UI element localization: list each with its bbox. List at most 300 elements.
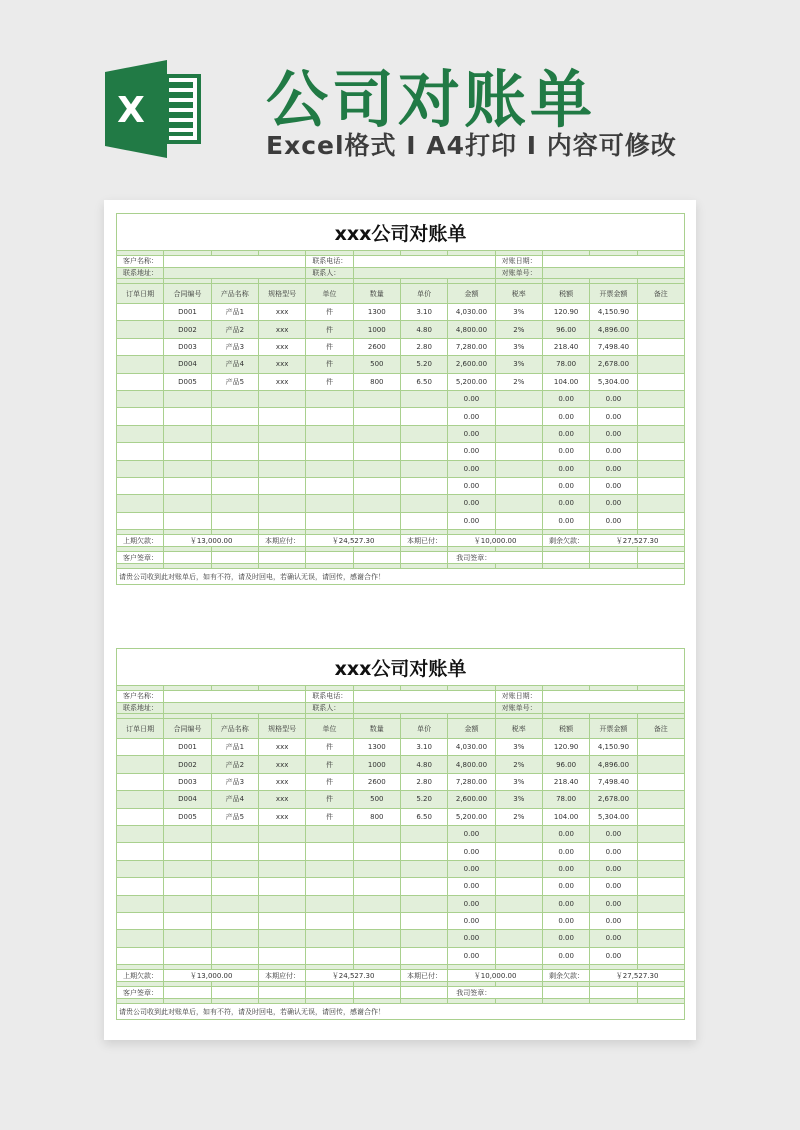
table-cell[interactable] — [117, 808, 164, 825]
table-cell[interactable] — [211, 947, 258, 964]
table-cell[interactable] — [306, 477, 353, 494]
table-cell[interactable]: 104.00 — [542, 808, 589, 825]
table-cell[interactable]: 0.00 — [448, 895, 495, 912]
table-cell[interactable] — [258, 912, 305, 929]
table-cell[interactable] — [637, 408, 684, 425]
table-cell[interactable]: 2.80 — [400, 773, 447, 790]
table-cell[interactable] — [211, 878, 258, 895]
table-cell[interactable]: xxx — [258, 356, 305, 373]
table-cell[interactable]: 0.00 — [542, 843, 589, 860]
table-cell[interactable] — [637, 425, 684, 442]
table-cell[interactable]: 0.00 — [542, 495, 589, 512]
table-cell[interactable]: 1300 — [353, 304, 400, 321]
table-cell[interactable]: 0.00 — [590, 878, 637, 895]
table-cell[interactable]: 1000 — [353, 321, 400, 338]
table-cell[interactable] — [258, 947, 305, 964]
table-cell[interactable] — [211, 930, 258, 947]
statement-no-field[interactable] — [542, 702, 684, 714]
table-cell[interactable] — [117, 512, 164, 529]
table-cell[interactable]: 5,200.00 — [448, 373, 495, 390]
table-cell[interactable]: 3% — [495, 791, 542, 808]
table-cell[interactable] — [637, 947, 684, 964]
table-cell[interactable]: 0.00 — [590, 912, 637, 929]
table-cell[interactable]: 0.00 — [448, 408, 495, 425]
table-cell[interactable]: 3.10 — [400, 304, 447, 321]
table-cell[interactable]: xxx — [258, 808, 305, 825]
signature-cell[interactable] — [637, 552, 684, 564]
table-cell[interactable] — [400, 495, 447, 512]
table-cell[interactable]: 120.90 — [542, 304, 589, 321]
signature-cell[interactable] — [590, 987, 637, 999]
table-cell[interactable]: 0.00 — [448, 425, 495, 442]
table-cell[interactable]: 0.00 — [542, 895, 589, 912]
table-cell[interactable] — [164, 843, 211, 860]
table-cell[interactable] — [400, 912, 447, 929]
table-cell[interactable]: 0.00 — [542, 930, 589, 947]
contact-person-field[interactable] — [353, 267, 495, 279]
signature-cell[interactable] — [164, 987, 211, 999]
table-cell[interactable] — [306, 912, 353, 929]
table-cell[interactable]: 2600 — [353, 338, 400, 355]
table-cell[interactable]: 800 — [353, 808, 400, 825]
table-cell[interactable] — [117, 477, 164, 494]
table-cell[interactable]: xxx — [258, 304, 305, 321]
table-cell[interactable]: 3% — [495, 356, 542, 373]
table-cell[interactable]: 产品3 — [211, 773, 258, 790]
table-cell[interactable]: 5,304.00 — [590, 808, 637, 825]
table-cell[interactable] — [117, 304, 164, 321]
table-cell[interactable]: 104.00 — [542, 373, 589, 390]
table-cell[interactable] — [164, 860, 211, 877]
table-cell[interactable]: 4,800.00 — [448, 321, 495, 338]
table-cell[interactable] — [117, 756, 164, 773]
table-cell[interactable] — [306, 390, 353, 407]
table-cell[interactable] — [637, 390, 684, 407]
table-cell[interactable] — [164, 947, 211, 964]
table-cell[interactable] — [117, 443, 164, 460]
table-cell[interactable]: 2600 — [353, 773, 400, 790]
table-cell[interactable]: xxx — [258, 739, 305, 756]
table-cell[interactable]: 0.00 — [448, 512, 495, 529]
table-cell[interactable]: 产品1 — [211, 739, 258, 756]
table-cell[interactable]: 0.00 — [448, 460, 495, 477]
table-cell[interactable] — [495, 895, 542, 912]
signature-cell[interactable] — [353, 987, 400, 999]
table-cell[interactable] — [306, 460, 353, 477]
signature-cell[interactable] — [306, 552, 353, 564]
table-cell[interactable] — [353, 495, 400, 512]
table-cell[interactable] — [637, 895, 684, 912]
table-cell[interactable] — [258, 390, 305, 407]
table-cell[interactable] — [353, 477, 400, 494]
table-cell[interactable] — [117, 356, 164, 373]
table-cell[interactable]: 0.00 — [448, 947, 495, 964]
table-cell[interactable] — [164, 408, 211, 425]
table-cell[interactable] — [258, 512, 305, 529]
table-cell[interactable] — [637, 912, 684, 929]
table-cell[interactable]: 78.00 — [542, 791, 589, 808]
table-cell[interactable]: 0.00 — [590, 860, 637, 877]
signature-cell[interactable] — [542, 552, 589, 564]
table-cell[interactable] — [117, 930, 164, 947]
table-cell[interactable]: 产品2 — [211, 321, 258, 338]
table-cell[interactable] — [637, 773, 684, 790]
table-cell[interactable] — [258, 425, 305, 442]
table-cell[interactable]: 218.40 — [542, 773, 589, 790]
table-cell[interactable]: 5,200.00 — [448, 808, 495, 825]
table-cell[interactable]: 4,800.00 — [448, 756, 495, 773]
table-cell[interactable]: 2,600.00 — [448, 791, 495, 808]
table-cell[interactable]: D001 — [164, 739, 211, 756]
table-cell[interactable]: 6.50 — [400, 373, 447, 390]
table-cell[interactable] — [117, 425, 164, 442]
table-cell[interactable]: D002 — [164, 321, 211, 338]
table-cell[interactable] — [353, 825, 400, 842]
table-cell[interactable]: 件 — [306, 739, 353, 756]
table-cell[interactable] — [637, 756, 684, 773]
table-cell[interactable]: 件 — [306, 808, 353, 825]
table-cell[interactable] — [211, 825, 258, 842]
table-cell[interactable]: 2% — [495, 756, 542, 773]
table-cell[interactable]: D004 — [164, 791, 211, 808]
table-cell[interactable]: 78.00 — [542, 356, 589, 373]
table-cell[interactable] — [400, 390, 447, 407]
table-cell[interactable] — [637, 860, 684, 877]
table-cell[interactable] — [258, 860, 305, 877]
table-cell[interactable]: 产品2 — [211, 756, 258, 773]
table-cell[interactable]: 产品4 — [211, 356, 258, 373]
table-cell[interactable] — [211, 895, 258, 912]
table-cell[interactable]: 4,150.90 — [590, 739, 637, 756]
table-cell[interactable] — [164, 425, 211, 442]
table-cell[interactable]: xxx — [258, 373, 305, 390]
table-cell[interactable] — [117, 338, 164, 355]
table-cell[interactable] — [306, 825, 353, 842]
table-cell[interactable] — [164, 443, 211, 460]
table-cell[interactable]: 0.00 — [448, 390, 495, 407]
table-cell[interactable] — [495, 947, 542, 964]
table-cell[interactable] — [117, 860, 164, 877]
signature-cell[interactable] — [306, 987, 353, 999]
table-cell[interactable] — [637, 338, 684, 355]
table-cell[interactable] — [164, 460, 211, 477]
table-cell[interactable]: 0.00 — [542, 512, 589, 529]
table-cell[interactable]: 2.80 — [400, 338, 447, 355]
contact-address-field[interactable] — [164, 267, 306, 279]
table-cell[interactable] — [637, 477, 684, 494]
table-cell[interactable]: 500 — [353, 791, 400, 808]
table-cell[interactable] — [258, 825, 305, 842]
table-cell[interactable] — [400, 860, 447, 877]
table-cell[interactable] — [637, 373, 684, 390]
table-cell[interactable] — [211, 477, 258, 494]
table-cell[interactable] — [306, 843, 353, 860]
signature-cell[interactable] — [542, 987, 589, 999]
table-cell[interactable]: 0.00 — [448, 495, 495, 512]
table-cell[interactable]: 产品4 — [211, 791, 258, 808]
table-cell[interactable] — [400, 477, 447, 494]
table-cell[interactable] — [495, 477, 542, 494]
table-cell[interactable]: 4,030.00 — [448, 304, 495, 321]
table-cell[interactable] — [637, 512, 684, 529]
table-cell[interactable] — [353, 512, 400, 529]
table-cell[interactable] — [637, 443, 684, 460]
table-cell[interactable] — [164, 495, 211, 512]
table-cell[interactable]: 3% — [495, 338, 542, 355]
table-cell[interactable] — [637, 843, 684, 860]
table-cell[interactable]: 2,678.00 — [590, 791, 637, 808]
table-cell[interactable] — [495, 843, 542, 860]
table-cell[interactable] — [211, 843, 258, 860]
table-cell[interactable]: 4,030.00 — [448, 739, 495, 756]
signature-cell[interactable] — [400, 987, 447, 999]
table-cell[interactable] — [258, 408, 305, 425]
table-cell[interactable]: D001 — [164, 304, 211, 321]
table-cell[interactable]: 2% — [495, 321, 542, 338]
table-cell[interactable] — [117, 791, 164, 808]
statement-date-field[interactable] — [542, 256, 684, 268]
table-cell[interactable] — [495, 930, 542, 947]
table-cell[interactable]: xxx — [258, 791, 305, 808]
table-cell[interactable] — [400, 895, 447, 912]
table-cell[interactable] — [117, 390, 164, 407]
table-cell[interactable]: 件 — [306, 321, 353, 338]
table-cell[interactable]: 0.00 — [590, 460, 637, 477]
table-cell[interactable]: 件 — [306, 373, 353, 390]
table-cell[interactable]: 件 — [306, 356, 353, 373]
table-cell[interactable] — [258, 895, 305, 912]
table-cell[interactable]: 0.00 — [542, 460, 589, 477]
table-cell[interactable]: 件 — [306, 304, 353, 321]
table-cell[interactable]: 0.00 — [448, 477, 495, 494]
table-cell[interactable] — [117, 773, 164, 790]
table-cell[interactable]: D003 — [164, 338, 211, 355]
table-cell[interactable] — [211, 912, 258, 929]
table-cell[interactable]: 件 — [306, 773, 353, 790]
table-cell[interactable]: 0.00 — [590, 512, 637, 529]
signature-cell[interactable] — [590, 552, 637, 564]
table-cell[interactable]: 产品3 — [211, 338, 258, 355]
table-cell[interactable] — [306, 930, 353, 947]
table-cell[interactable]: 7,280.00 — [448, 773, 495, 790]
table-cell[interactable] — [637, 304, 684, 321]
table-cell[interactable]: D005 — [164, 373, 211, 390]
table-cell[interactable] — [164, 390, 211, 407]
table-cell[interactable]: 3% — [495, 304, 542, 321]
table-cell[interactable] — [258, 443, 305, 460]
table-cell[interactable]: 件 — [306, 791, 353, 808]
table-cell[interactable]: 0.00 — [590, 477, 637, 494]
table-cell[interactable] — [164, 912, 211, 929]
table-cell[interactable] — [164, 825, 211, 842]
table-cell[interactable] — [258, 477, 305, 494]
table-cell[interactable]: xxx — [258, 321, 305, 338]
table-cell[interactable]: 0.00 — [590, 495, 637, 512]
table-cell[interactable] — [164, 512, 211, 529]
table-cell[interactable]: 4.80 — [400, 756, 447, 773]
table-cell[interactable]: 0.00 — [542, 477, 589, 494]
table-cell[interactable] — [258, 495, 305, 512]
table-cell[interactable] — [400, 512, 447, 529]
table-cell[interactable]: 0.00 — [590, 443, 637, 460]
table-cell[interactable]: 0.00 — [590, 825, 637, 842]
table-cell[interactable] — [117, 912, 164, 929]
table-cell[interactable] — [495, 878, 542, 895]
table-cell[interactable] — [353, 947, 400, 964]
table-cell[interactable] — [400, 930, 447, 947]
table-cell[interactable] — [306, 512, 353, 529]
table-cell[interactable]: 1300 — [353, 739, 400, 756]
table-cell[interactable]: 2% — [495, 808, 542, 825]
table-cell[interactable]: 218.40 — [542, 338, 589, 355]
table-cell[interactable]: 7,280.00 — [448, 338, 495, 355]
table-cell[interactable] — [164, 477, 211, 494]
table-cell[interactable] — [258, 843, 305, 860]
table-cell[interactable] — [495, 495, 542, 512]
table-cell[interactable] — [637, 356, 684, 373]
table-cell[interactable]: 件 — [306, 338, 353, 355]
table-cell[interactable] — [211, 390, 258, 407]
table-cell[interactable] — [495, 408, 542, 425]
table-cell[interactable] — [353, 860, 400, 877]
table-cell[interactable] — [400, 878, 447, 895]
table-cell[interactable] — [353, 895, 400, 912]
table-cell[interactable]: 0.00 — [448, 912, 495, 929]
table-cell[interactable]: 0.00 — [542, 860, 589, 877]
table-cell[interactable]: 0.00 — [448, 843, 495, 860]
signature-cell[interactable] — [400, 552, 447, 564]
table-cell[interactable] — [400, 425, 447, 442]
table-cell[interactable]: 0.00 — [590, 930, 637, 947]
table-cell[interactable] — [117, 825, 164, 842]
table-cell[interactable] — [117, 739, 164, 756]
table-cell[interactable] — [306, 947, 353, 964]
table-cell[interactable]: 0.00 — [590, 425, 637, 442]
table-cell[interactable]: 0.00 — [542, 878, 589, 895]
table-cell[interactable] — [400, 843, 447, 860]
table-cell[interactable]: 6.50 — [400, 808, 447, 825]
signature-cell[interactable] — [258, 552, 305, 564]
table-cell[interactable] — [637, 791, 684, 808]
table-cell[interactable]: 0.00 — [542, 390, 589, 407]
table-cell[interactable] — [637, 825, 684, 842]
table-cell[interactable]: 7,498.40 — [590, 338, 637, 355]
table-cell[interactable]: 2,678.00 — [590, 356, 637, 373]
table-cell[interactable] — [353, 843, 400, 860]
signature-cell[interactable] — [353, 552, 400, 564]
table-cell[interactable]: D002 — [164, 756, 211, 773]
table-cell[interactable] — [117, 321, 164, 338]
table-cell[interactable]: D003 — [164, 773, 211, 790]
table-cell[interactable]: 3% — [495, 773, 542, 790]
table-cell[interactable] — [353, 460, 400, 477]
contact-phone-field[interactable] — [353, 691, 495, 703]
statement-no-field[interactable] — [542, 267, 684, 279]
table-cell[interactable] — [495, 460, 542, 477]
table-cell[interactable]: 0.00 — [590, 895, 637, 912]
table-cell[interactable] — [495, 860, 542, 877]
table-cell[interactable] — [637, 878, 684, 895]
table-cell[interactable] — [637, 495, 684, 512]
table-cell[interactable]: 0.00 — [542, 947, 589, 964]
table-cell[interactable] — [353, 912, 400, 929]
table-cell[interactable] — [117, 843, 164, 860]
table-cell[interactable] — [637, 321, 684, 338]
table-cell[interactable]: 96.00 — [542, 321, 589, 338]
contact-person-field[interactable] — [353, 702, 495, 714]
table-cell[interactable] — [400, 825, 447, 842]
table-cell[interactable] — [637, 808, 684, 825]
signature-cell[interactable] — [164, 552, 211, 564]
table-cell[interactable]: 0.00 — [590, 408, 637, 425]
table-cell[interactable] — [353, 878, 400, 895]
table-cell[interactable] — [306, 408, 353, 425]
table-cell[interactable] — [117, 373, 164, 390]
table-cell[interactable] — [353, 408, 400, 425]
table-cell[interactable] — [400, 408, 447, 425]
table-cell[interactable]: D004 — [164, 356, 211, 373]
table-cell[interactable] — [211, 512, 258, 529]
table-cell[interactable] — [353, 443, 400, 460]
contact-address-field[interactable] — [164, 702, 306, 714]
table-cell[interactable]: 500 — [353, 356, 400, 373]
table-cell[interactable] — [258, 930, 305, 947]
customer-name-field[interactable] — [164, 256, 306, 268]
table-cell[interactable] — [164, 878, 211, 895]
table-cell[interactable] — [495, 390, 542, 407]
table-cell[interactable] — [117, 947, 164, 964]
table-cell[interactable] — [258, 878, 305, 895]
table-cell[interactable]: 0.00 — [542, 443, 589, 460]
table-cell[interactable]: 0.00 — [590, 390, 637, 407]
table-cell[interactable]: 0.00 — [448, 860, 495, 877]
signature-cell[interactable] — [258, 987, 305, 999]
statement-date-field[interactable] — [542, 691, 684, 703]
table-cell[interactable] — [400, 947, 447, 964]
table-cell[interactable]: 0.00 — [590, 843, 637, 860]
table-cell[interactable]: 4,150.90 — [590, 304, 637, 321]
table-cell[interactable]: D005 — [164, 808, 211, 825]
table-cell[interactable] — [258, 460, 305, 477]
table-cell[interactable] — [306, 495, 353, 512]
table-cell[interactable] — [637, 460, 684, 477]
table-cell[interactable]: 0.00 — [542, 825, 589, 842]
signature-cell[interactable] — [637, 987, 684, 999]
table-cell[interactable] — [117, 408, 164, 425]
table-cell[interactable]: 4,896.00 — [590, 756, 637, 773]
table-cell[interactable] — [353, 425, 400, 442]
table-cell[interactable]: 800 — [353, 373, 400, 390]
table-cell[interactable] — [211, 443, 258, 460]
table-cell[interactable] — [306, 425, 353, 442]
table-cell[interactable] — [117, 878, 164, 895]
table-cell[interactable]: 5,304.00 — [590, 373, 637, 390]
signature-cell[interactable] — [211, 987, 258, 999]
table-cell[interactable]: 120.90 — [542, 739, 589, 756]
table-cell[interactable]: 5.20 — [400, 791, 447, 808]
table-cell[interactable]: 产品1 — [211, 304, 258, 321]
table-cell[interactable]: 4,896.00 — [590, 321, 637, 338]
table-cell[interactable] — [353, 390, 400, 407]
table-cell[interactable]: 5.20 — [400, 356, 447, 373]
table-cell[interactable] — [117, 895, 164, 912]
table-cell[interactable]: xxx — [258, 756, 305, 773]
table-cell[interactable] — [353, 930, 400, 947]
table-cell[interactable] — [400, 460, 447, 477]
table-cell[interactable]: 96.00 — [542, 756, 589, 773]
table-cell[interactable] — [306, 443, 353, 460]
table-cell[interactable] — [495, 825, 542, 842]
